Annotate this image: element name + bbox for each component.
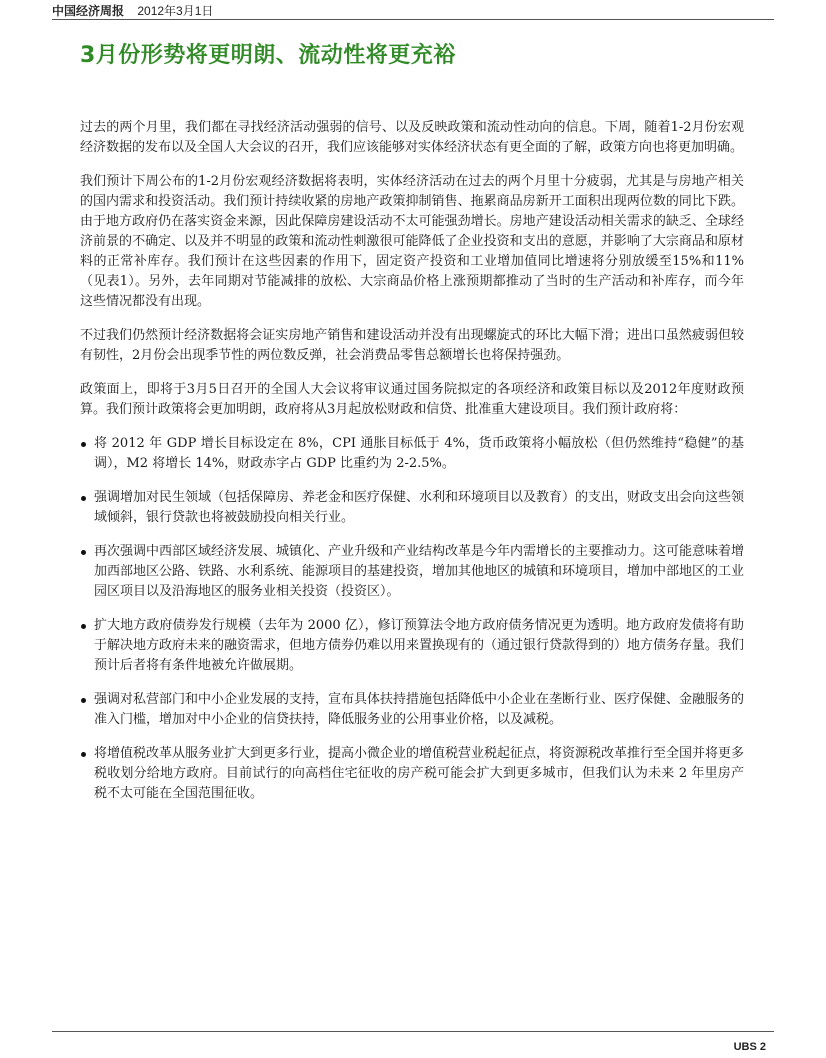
paragraph: 过去的两个月里，我们都在寻找经济活动强弱的信号、以及反映政策和流动性动向的信息。下周，随着1-2月份宏观经济数据的发布以及全国人大会议的召开，我们应该能够对实体经济状态有更全面的了解，政策方向也将更加明确。	[80, 120, 744, 155]
paragraph: 政策面上，即将于3月5日召开的全国人大会议将审议通过国务院拟定的各项经济和政策目标以及2012年度财政预算。我们预计政策将会更加明朗，政府将从3月起放松财政和信贷、批准重大建设项目。我们预计政府将：	[80, 382, 744, 417]
bullet-item: 强调增加对民生领域（包括保障房、养老金和医疗保健、水利和环境项目以及教育）的支出，财政支出会向这些领域倾斜，银行贷款也将被鼓励投向相关行业。	[80, 488, 744, 528]
page-number: UBS 2	[733, 1041, 766, 1053]
running-header	[52, 4, 213, 18]
article-title: 3月份形势将更明朗、流动性将更充裕	[80, 43, 456, 68]
footer-divider	[52, 1031, 774, 1032]
bullet-item: 再次强调中西部区域经济发展、城镇化、产业升级和产业结构改革是今年内需增长的主要推动力。这可能意味着增加西部地区公路、铁路、水利系统、能源项目的基建投资，增加其他地区的城镇和环境项目，增加中部地区的工业园区项目以及沿海地区的服务业相关投资（投资区）。	[80, 542, 744, 602]
policy-bullet-list	[80, 434, 744, 804]
bullet-item: 将增值税改革从服务业扩大到更多行业，提高小微企业的增值税营业税起征点，将资源税改革推行至全国并将更多税收划分给地方政府。目前试行的向高档住宅征收的房产税可能会扩大到更多城市，但我们认为未来 2 年里房产税不太可能在全国范围征收。	[80, 744, 744, 804]
bullet-item: 强调对私营部门和中小企业发展的支持，宣布具体扶持措施包括降低中小企业在垄断行业、医疗保健、金融服务的准入门槛，增加对中小企业的信贷扶持，降低服务业的公用事业价格，以及减税。	[80, 690, 744, 730]
publication-date: 2012年3月1日	[137, 4, 214, 18]
bullet-item: 扩大地方政府债券发行规模（去年为 2000 亿），修订预算法令地方政府债务情况更为透明。地方政府发债将有助于解决地方政府未来的融资需求，但地方债券仍难以用来置换现有的（通过银行贷款得到的）地方债务存量。我们预计后者将有条件地被允许做展期。	[80, 616, 744, 676]
publication-name: 中国经济周报	[52, 4, 125, 18]
article-body	[80, 118, 744, 818]
paragraph: 不过我们仍然预计经济数据将会证实房地产销售和建设活动并没有出现螺旋式的环比大幅下滑；进出口虽然疲弱但较有韧性，2月份会出现季节性的两位数反弹，社会消费品零售总额增长也将保持强劲。	[80, 328, 744, 363]
header-divider	[52, 19, 774, 20]
paragraph: 我们预计下周公布的1-2月份宏观经济数据将表明，实体经济活动在过去的两个月里十分疲弱，尤其是与房地产相关的国内需求和投资活动。我们预计持续收紧的房地产政策抑制销售、拖累商品房新开工面积出现两位数的同比下跌。由于地方政府仍在落实资金来源，因此保障房建设活动不太可能强劲增长。房地产建设活动相关需求的缺乏、全球经济前景的不确定、以及并不明显的政策和流动性刺激很可能降低了企业投资和支出的意愿，并影响了大宗商品和原材料的正常补库存。我们预计在这些因素的作用下，固定资产投资和工业增加值同比增速将分别放缓至15%和11%（见表1）。另外，去年同期对节能减排的放松、大宗商品价格上涨预期都推动了当时的生产活动和补库存，而今年这些情况都没有出现。	[80, 174, 744, 309]
bullet-item: 将 2012 年 GDP 增长目标设定在 8%，CPI 通胀目标低于 4%，货币政策将小幅放松（但仍然维持“稳健”的基调），M2 将增长 14%，财政赤字占 GDP 比重约为 2-2.5%。	[80, 434, 744, 474]
